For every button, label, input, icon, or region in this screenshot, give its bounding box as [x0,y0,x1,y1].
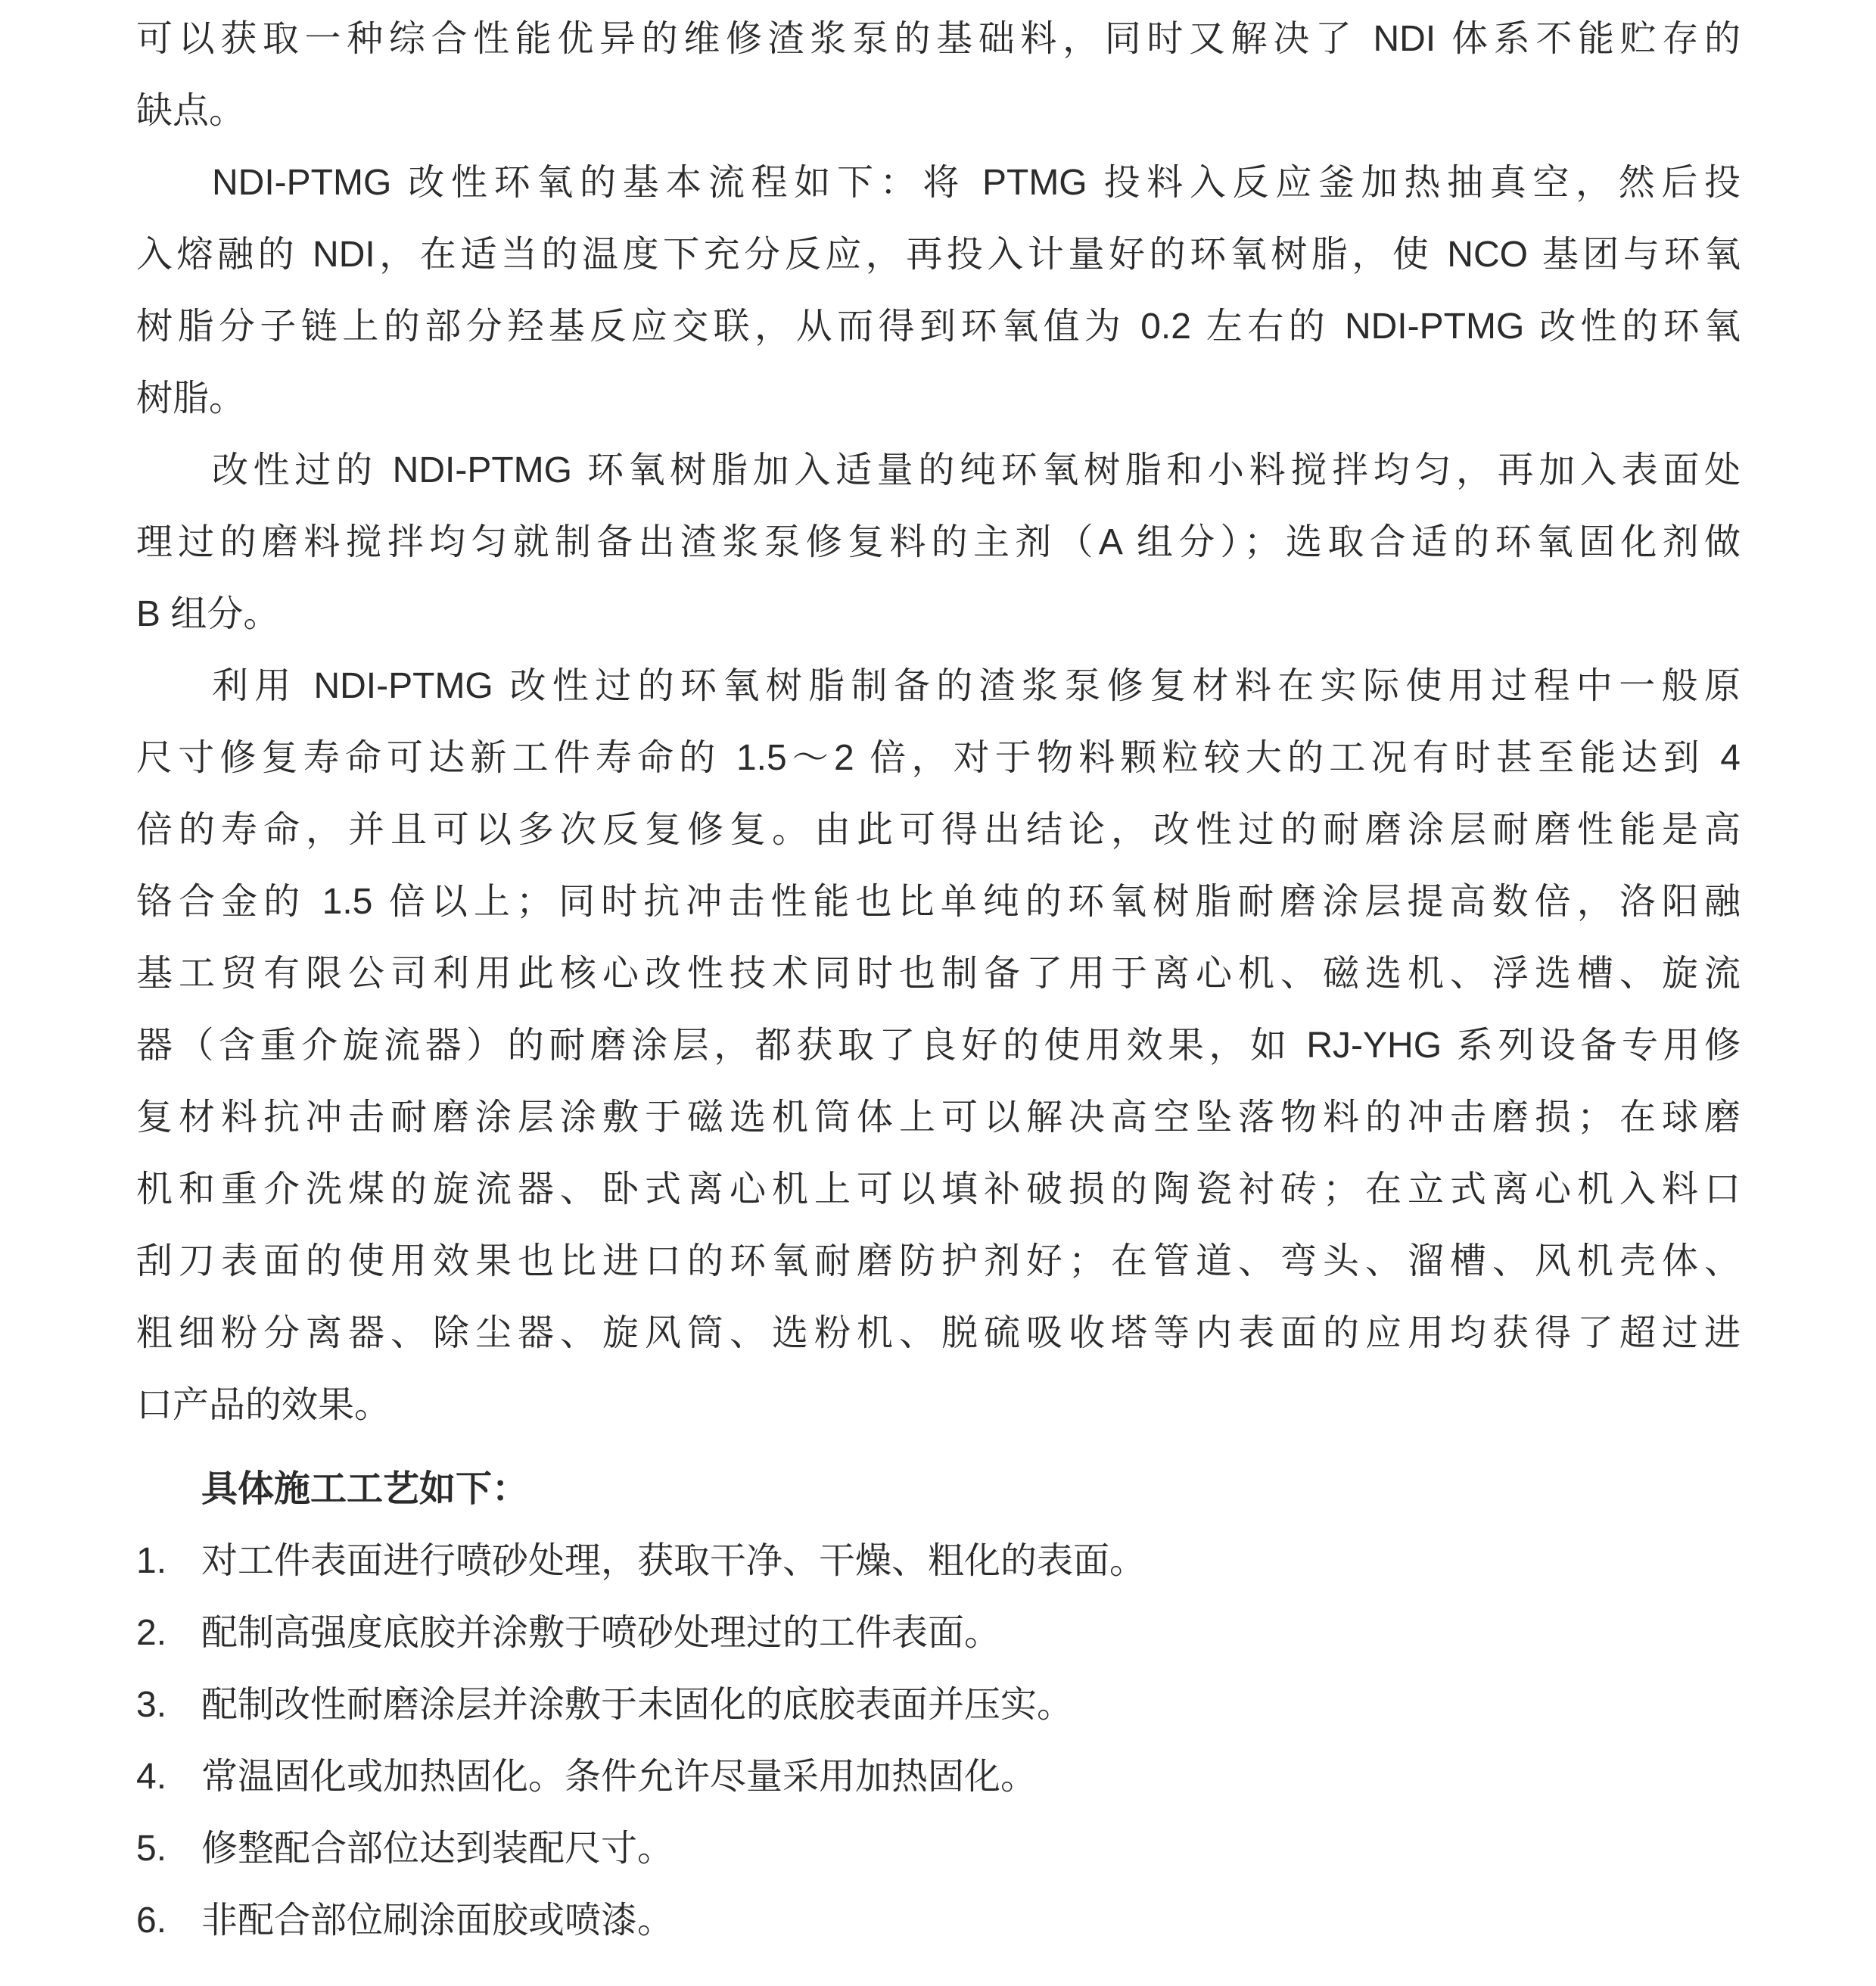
paragraph [136,3,1741,147]
list-item-text: 配制改性耐磨涂层并涂敷于未固化的底胶表面并压实。 [201,1685,1074,1725]
list-item-text: 常温固化或加热固化。条件允许尽量采用加热固化。 [201,1757,1038,1797]
list-item [136,1525,1741,1597]
list-item-number: 4. [136,1757,167,1797]
list-item-number: 5. [136,1829,167,1869]
text-line: 粗细粉分离器、除尘器、旋风筒、选粉机、脱硫吸收塔等内表面的应用均获得了超过进 [136,1313,1741,1353]
text-line: 入熔融的 NDI，在适当的温度下充分反应，再投入计量好的环氧树脂，使 NCO 基团与环氧 [136,235,1741,275]
list-item [136,1885,1741,1956]
text-line: 理过的磨料搅拌均匀就制备出渣浆泵修复料的主剂（A 组分）；选取合适的环氧固化剂做 [136,522,1741,562]
list-item [136,1813,1741,1885]
list-item [136,1597,1741,1669]
list-item-number: 6. [136,1900,167,1941]
procedure-list [136,1525,1741,1956]
text-line: 树脂分子链上的部分羟基反应交联，从而得到环氧值为 0.2 左右的 NDI-PTMG 改性的环氧 [136,307,1741,347]
text-line: B 组分。 [136,594,280,634]
text-line: 基工贸有限公司利用此核心改性技术同时也制备了用于离心机、磁选机、浮选槽、旋流 [136,954,1741,994]
text-line: 改性过的 NDI-PTMG 环氧树脂加入适量的纯环氧树脂和小料搅拌均匀，再加入表面处 [212,450,1741,490]
paragraph [136,650,1741,1441]
text-line: 口产品的效果。 [136,1385,391,1425]
list-item-number: 3. [136,1685,167,1725]
paragraph [136,434,1741,650]
text-line: 机和重介洗煤的旋流器、卧式离心机上可以填补破损的陶瓷衬砖；在立式离心机入料口 [136,1169,1741,1209]
section-heading: 具体施工工艺如下： [201,1469,529,1509]
list-item-text: 对工件表面进行喷砂处理，获取干净、干燥、粗化的表面。 [201,1541,1146,1581]
list-item-number: 2. [136,1613,167,1653]
body-text [136,3,1741,1441]
text-line: 复材料抗冲击耐磨涂层涂敷于磁选机筒体上可以解决高空坠落物料的冲击磨损；在球磨 [136,1097,1741,1138]
list-item-text: 配制高强度底胶并涂敷于喷砂处理过的工件表面。 [201,1613,1001,1653]
text-line: 器（含重介旋流器）的耐磨涂层，都获取了良好的使用效果，如 RJ-YHG 系列设备专用修 [136,1026,1741,1066]
text-line: 倍的寿命，并且可以多次反复修复。由此可得出结论，改性过的耐磨涂层耐磨性能是高 [136,810,1741,850]
text-line: NDI-PTMG 改性环氧的基本流程如下：将 PTMG 投料入反应釜加热抽真空，然后投 [212,163,1741,203]
text-line: 树脂。 [136,378,246,419]
text-line: 缺点。 [136,91,246,131]
list-item-text: 修整配合部位达到装配尺寸。 [201,1829,674,1869]
text-line: 可以获取一种综合性能优异的维修渣浆泵的基础料，同时又解决了 NDI 体系不能贮存的 [136,19,1741,59]
text-line: 刮刀表面的使用效果也比进口的环氧耐磨防护剂好；在管道、弯头、溜槽、风机壳体、 [136,1241,1741,1281]
list-item-text: 非配合部位刷涂面胶或喷漆。 [201,1900,674,1941]
list-item [136,1669,1741,1741]
list-item [136,1741,1741,1813]
text-line: 尺寸修复寿命可达新工件寿命的 1.5～2 倍，对于物料颗粒较大的工况有时甚至能达到 4 [136,738,1741,778]
list-item-number: 1. [136,1541,167,1581]
text-line: 利用 NDI-PTMG 改性过的环氧树脂制备的渣浆泵修复材料在实际使用过程中一般原 [212,666,1741,706]
paragraph [136,147,1741,434]
text-line: 铬合金的 1.5 倍以上；同时抗冲击性能也比单纯的环氧树脂耐磨涂层提高数倍，洛阳融 [136,882,1741,922]
